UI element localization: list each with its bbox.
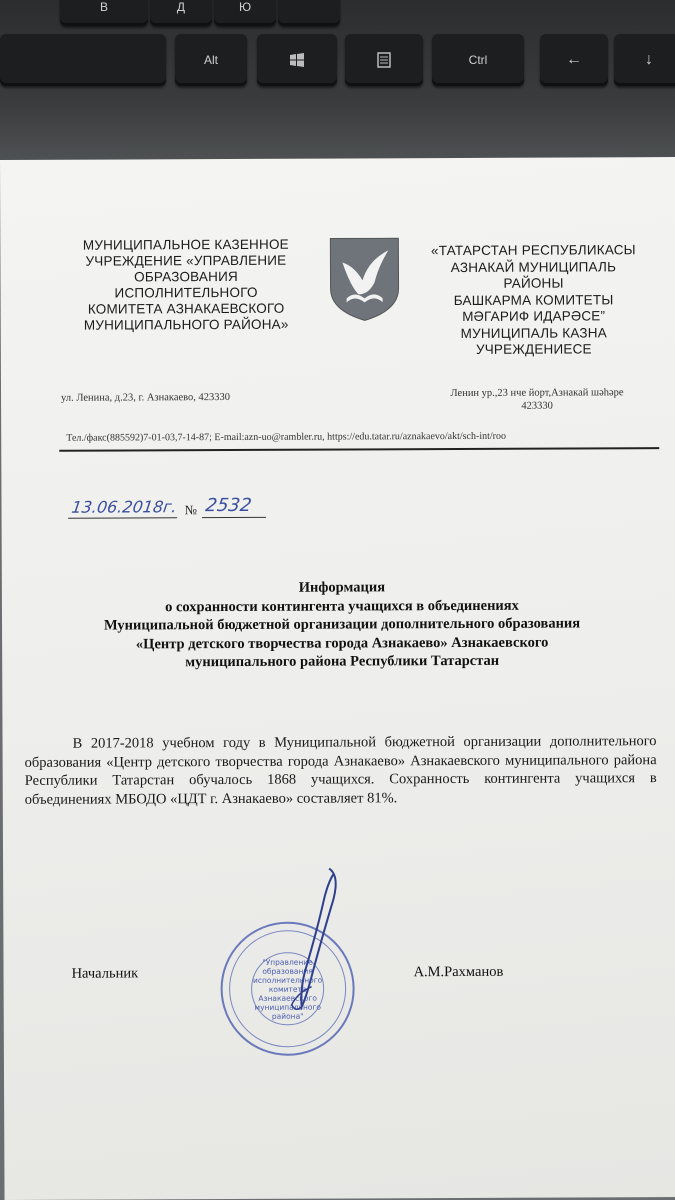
menu-icon	[377, 52, 391, 68]
title-line: Муниципальной бюджетной организации дополнительного образования	[103, 615, 581, 634]
org-line: КОМИТЕТА АЗНАКАЕВСКОГО	[87, 300, 285, 317]
key-yu: Ю	[214, 0, 276, 26]
key-slash	[278, 0, 340, 26]
address-tatar	[419, 386, 655, 413]
key-arrow-left: ←	[540, 34, 608, 86]
key-v: В	[60, 0, 148, 26]
org-name-tatar	[412, 242, 655, 359]
org-line: ИСПОЛНИТЕЛЬНОГО	[114, 284, 258, 301]
org-line: МӘГАРИФ ИДАРӘСЕ”	[462, 308, 606, 324]
org-line: ОБРАЗОВАНИЯ	[134, 268, 238, 285]
seal-line: комитета	[268, 984, 307, 994]
title-line: Информация	[298, 579, 386, 596]
registration-number: 2532	[201, 495, 268, 518]
key-d: Д	[150, 0, 212, 26]
org-line: БАШКАРМА КОМИТЕТЫ	[453, 291, 614, 308]
org-line: УЧРЕЖДЕНИЕСЕ	[475, 341, 592, 357]
signatory-position: Начальник	[71, 965, 139, 982]
seal-line: образования	[262, 966, 313, 976]
org-line: «ТАТАРСТАН РЕСПУБЛИКАСЫ	[430, 242, 636, 259]
seal-line: района"	[271, 1011, 304, 1021]
org-line: МУНИЦИПАЛЬ КАЗНА	[460, 324, 607, 341]
address-line: Ленин ур.,23 нче йорт,Азнакай шәһәре	[450, 387, 624, 400]
registration-line	[69, 495, 267, 519]
document-page	[0, 157, 675, 1200]
title-line: «Центр детского творчества города Азнакаево» Азнакаевского	[135, 634, 549, 652]
body-paragraph: В 2017-2018 учебном году в Муниципальной бюджетной организации дополнительного образования «Центр детского творчества города Азнакаево» Азнакаевского муниципального района Республики Татарстан обучалось 1868 учащихся. Сохранность контингента учащихся в объединениях МБОДО «ЦДТ г. Азнакаево» составляет 81%.	[24, 733, 657, 808]
windows-key	[257, 34, 337, 86]
address-russian: ул. Ленина, д.23, г. Азнакаево, 423330	[61, 391, 231, 404]
registration-date: 13.06.2018г.	[68, 497, 180, 518]
menu-key	[345, 34, 423, 86]
seal-line: "Управление	[262, 957, 313, 967]
keyboard	[0, 0, 675, 175]
org-line: АЗНАКАЙ МУНИЦИПАЛЬ	[450, 258, 617, 275]
handwritten-signature	[268, 866, 362, 1016]
org-line: УЧРЕЖДЕНИЕ «УПРАВЛЕНИЕ	[85, 252, 287, 269]
windows-icon	[289, 53, 305, 67]
org-line: МУНИЦИПАЛЬНОЕ КАЗЕННОЕ	[82, 236, 289, 253]
document-title	[52, 577, 632, 672]
seal-line: муниципального	[254, 1002, 322, 1012]
address-line: 423330	[521, 400, 553, 412]
key-space	[0, 34, 166, 86]
contact-line: Тел./факс(885592)7-01-03,7-14-87; E-mail:azn-uo@rambler.ru, https://edu.tatar.ru/aznakaevo/akt/sch-int/roo	[66, 430, 507, 444]
key-alt: Alt	[175, 34, 247, 86]
seal-line: Азнакаевского	[258, 993, 317, 1003]
seal-line: исполнительного	[252, 975, 323, 985]
coat-of-arms-icon	[328, 236, 400, 322]
key-ctrl: Ctrl	[432, 34, 524, 86]
header-divider	[59, 447, 659, 451]
title-line: муниципального района Республики Татарстан	[185, 652, 500, 671]
signatory-name: А.М.Рахманов	[413, 963, 504, 981]
org-line: РАЙОНЫ	[503, 275, 564, 291]
org-name-russian	[58, 237, 313, 334]
title-line: о сохранности контингента учащихся в объединениях	[165, 597, 519, 615]
number-sign: №	[184, 502, 198, 518]
org-line: МУНИЦИПАЛЬНОГО РАЙОНА»	[83, 316, 289, 333]
key-arrow-down: ↓	[614, 34, 675, 86]
